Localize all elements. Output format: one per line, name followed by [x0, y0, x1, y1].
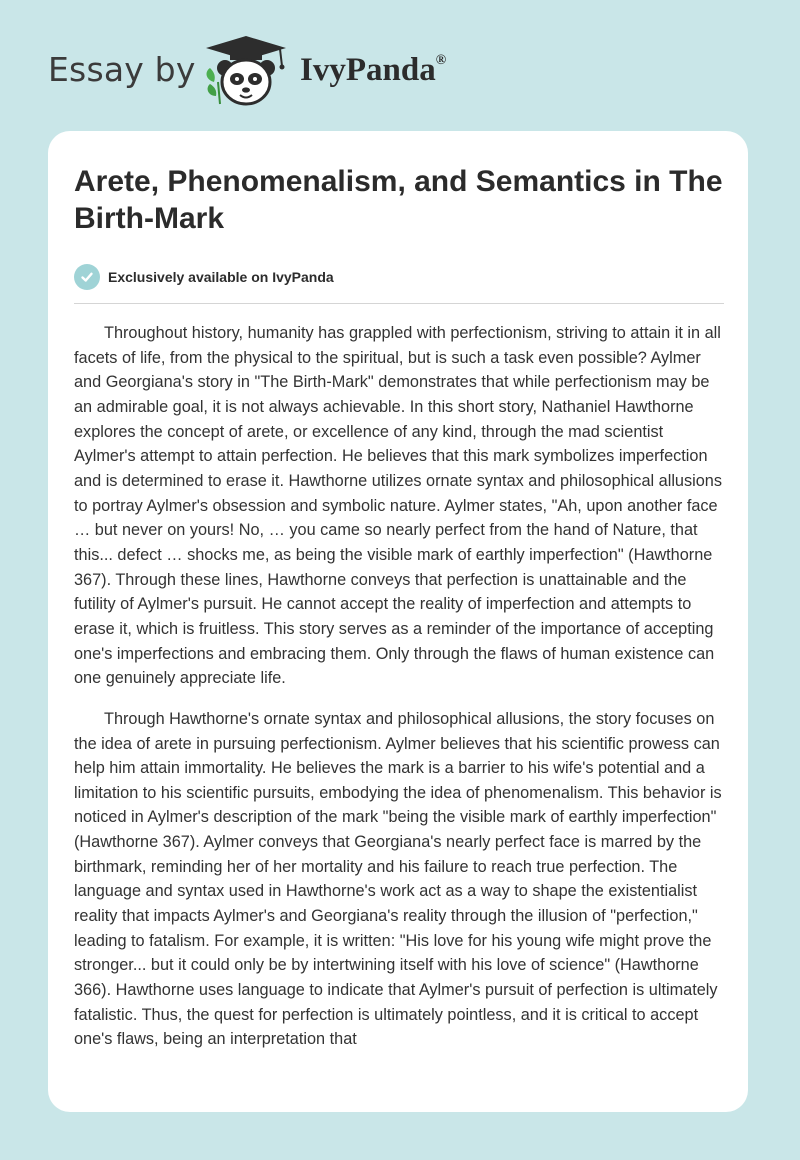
- essay-by-label: Essay by: [48, 50, 196, 89]
- brand-name[interactable]: [300, 52, 446, 89]
- brand-name-text: IvyPanda: [300, 52, 436, 88]
- registered-mark: ®: [435, 53, 447, 68]
- exclusive-badge: [74, 264, 334, 290]
- essay-body: [74, 321, 726, 1068]
- divider: [74, 303, 724, 304]
- paragraph: Through Hawthorne's ornate syntax and philosophical allusions, the story focuses on the idea of arete in pursuing perfectionism. Aylmer believes that his scientific prowess can help him attain immortality. He believes the mark is a barrier to his wife's potential and a limitation to his scientific pursuits, embodying the idea of phenomenalism. This behavior is noticed in Aylmer's description of the mark "being the visible mark of earthly imperfection" (Hawthorne 367). Aylmer conveys that Georgiana's nearly perfect face is marred by the birthmark, reminding her of her mortality and his failure to reach true perfection. The language and syntax used in Hawthorne's work act as a way to shape the existentialist reality that impacts Aylmer's and Georgiana's reality through the illusion of "perfection," leading to fatalism. For example, it is written: "His love for his young wife might prove the stronger... but it could only be by intertwining itself with his love of science" (Hawthorne 366). Hawthorne uses language to indicate that Aylmer's pursuit of perfection is ultimately fatalistic. Thus, the quest for perfection is ultimately pointless, and it is critical to accept one's flaws, being an interpretation that: [74, 709, 722, 1049]
- check-icon: [74, 264, 100, 290]
- exclusive-badge-label: Exclusively available on IvyPanda: [108, 269, 334, 285]
- site-header: [0, 0, 800, 130]
- ivypanda-logo-icon[interactable]: [200, 34, 292, 110]
- page-title: Arete, Phenomenalism, and Semantics in The Birth-Mark: [74, 165, 723, 235]
- essay-card: [48, 131, 748, 1112]
- paragraph: Throughout history, humanity has grappled with perfectionism, striving to attain it in all facets of life, from the physical to the spiritual, but is such a task even possible? Aylmer and Georgiana's story in "The Birth-Mark" demonstrates that while perfectionism may be an admirable goal, it is not always achievable. In this short story, Nathaniel Hawthorne explores the concept of arete, or excellence of any kind, through the mad scientist Aylmer's attempt to attain perfection. He believes that this mark symbolizes imperfection and is determined to erase it. Hawthorne utilizes ornate syntax and philosophical allusions to portray Aylmer's obsession and symbolic nature. Aylmer states, "Ah, upon another face … but never on yours! No, … you came so nearly perfect from the hand of Nature, that this... defect … shocks me, as being the visible mark of earthly imperfection" (Hawthorne 367). Through these lines, Hawthorne conveys that perfection is unattainable and the futility of Aylmer's pursuit. He cannot accept the reality of imperfection and attempts to erase it, which is fruitless. This story serves as a reminder of the importance of accepting one's imperfections and embracing them. Only through the flaws of human existence can one genuinely appreciate life.: [74, 324, 722, 688]
